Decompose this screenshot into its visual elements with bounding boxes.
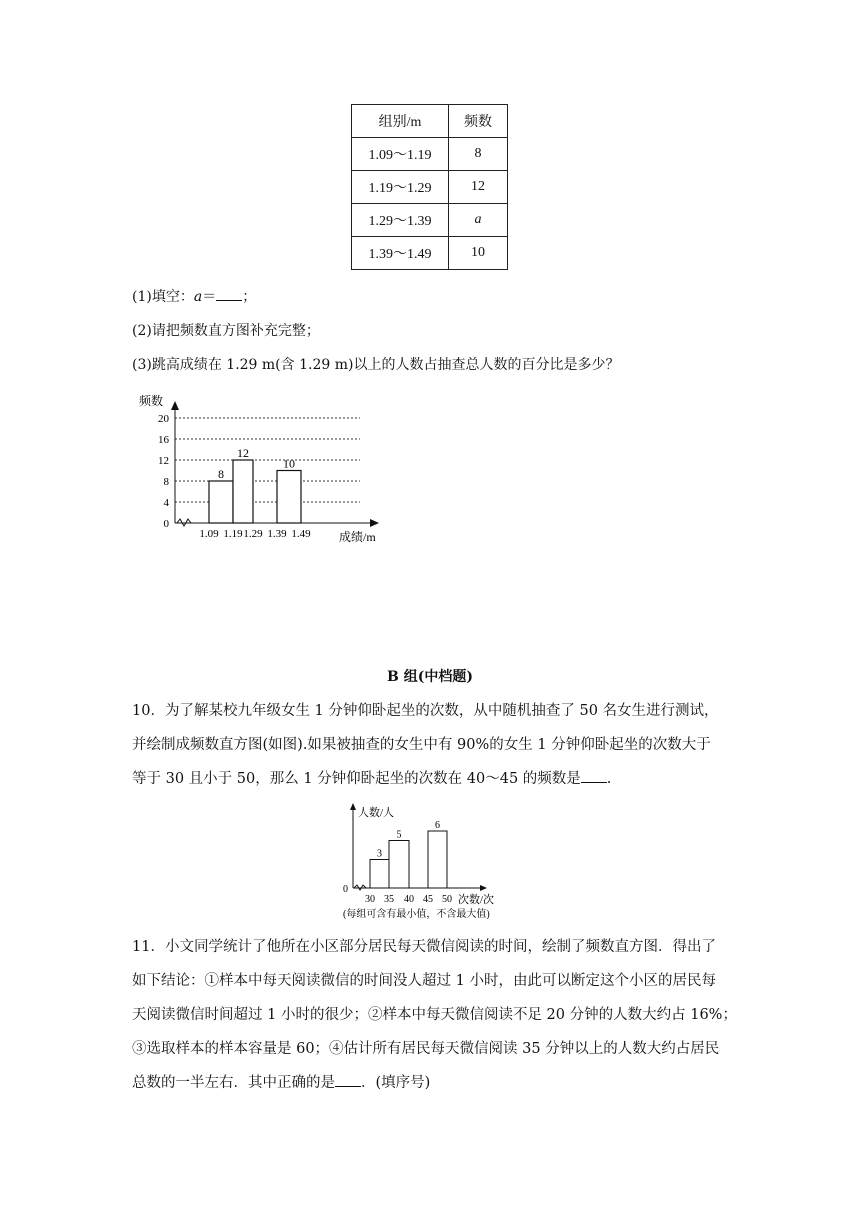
table-cell: 1.19～1.29: [352, 171, 449, 204]
q1-prefix: (1)填空：: [132, 289, 194, 305]
q10-line-2: 并绘制成频数直方图(如图).如果被抽查的女生中有 90%的女生 1 分钟仰卧起坐的次数大于: [132, 737, 711, 753]
x-axis-arrow: [480, 885, 487, 891]
q1-variable: a: [193, 289, 203, 305]
x-tick-label: 45: [423, 894, 433, 905]
table-row: [352, 171, 508, 204]
table-cell: 10: [449, 237, 508, 270]
x-tick-label: 1.09: [199, 528, 219, 540]
frequency-table: [351, 104, 508, 270]
question-11: [132, 930, 737, 1100]
histogram-bar: [389, 841, 409, 889]
table-row: [352, 138, 508, 171]
table-cell: 1.09～1.19: [352, 138, 449, 171]
q11-line-4: ③选取样本的样本容量是 60；④估计所有居民每天微信阅读 35 分钟以上的人数大约占居民: [132, 1041, 720, 1057]
x-axis-label: 次数/次: [458, 894, 495, 906]
x-axis-arrow: [370, 519, 379, 527]
x-tick-label: 1.29: [243, 528, 263, 540]
x-tick-label: 1.49: [291, 528, 311, 540]
q11-line-5-text: 总数的一半左右．其中正确的是: [132, 1075, 335, 1091]
q10-line-1: 10．为了解某校九年级女生 1 分钟仰卧起坐的次数，从中随机抽查了 50 名女生进行测试，: [132, 703, 719, 719]
chart-note: (每组可含有最小值，不含最大值): [343, 909, 490, 920]
bar-data-label: 10: [283, 456, 295, 471]
question-2: (2)请把频数直方图补充完整；: [132, 323, 320, 339]
histogram-bar: [209, 481, 233, 523]
table-cell: 1.29～1.39: [352, 204, 449, 237]
question-3: (3)跳高成绩在 1.29 m(含 1.29 m)以上的人数占抽查总人数的百分比是多少？: [132, 357, 620, 373]
q11-line-5: [132, 1066, 737, 1100]
q10-line-3-end: .: [606, 771, 612, 787]
answer-blank[interactable]: [581, 768, 607, 783]
table-cell: 1.39～1.49: [352, 237, 449, 270]
q11-line-5-end: ．(填序号): [361, 1075, 431, 1091]
histogram-bar: [233, 460, 253, 523]
table-header-cell: 组别/m: [352, 105, 449, 138]
question-10: [132, 694, 719, 796]
x-axis-label: 成绩/m: [339, 530, 376, 544]
x-tick-label: 1.19: [223, 528, 243, 540]
x-tick-label: 1.39: [267, 528, 287, 540]
x-tick-label: 40: [404, 894, 414, 905]
q1-end: ；: [242, 289, 257, 305]
question-1: [132, 286, 256, 307]
bar-data-label: 5: [396, 829, 402, 841]
table-header-row: [352, 105, 508, 138]
table-cell: 8: [449, 138, 508, 171]
bar-data-label: 8: [218, 467, 224, 481]
x-tick-label: 30: [365, 894, 375, 905]
histogram-bar: [370, 860, 389, 889]
q10-line-3: [132, 762, 719, 796]
answer-blank[interactable]: [216, 286, 242, 301]
table-row: [352, 237, 508, 270]
y-axis-arrow: [350, 803, 356, 810]
q11-line-1: 11．小文同学统计了他所在小区部分居民每天微信阅读的时间，绘制了频数直方图．得出了: [132, 939, 716, 955]
y-axis-label: 频数: [139, 394, 164, 408]
q11-line-2: 如下结论：①样本中每天阅读微信的时间没人超过 1 小时，由此可以断定这个小区的居民每: [132, 973, 716, 989]
bar-data-label: 12: [237, 446, 249, 460]
bar-data-label: 6: [435, 820, 440, 831]
y-tick-label: 20: [158, 413, 169, 425]
section-title: B 组(中档题): [387, 669, 473, 685]
y-tick-label: 0: [163, 518, 169, 530]
bar-data-label: 3: [377, 848, 382, 860]
y-tick-label: 12: [158, 455, 169, 467]
y-tick-label: 16: [158, 434, 169, 446]
q1-equals: ＝: [202, 289, 217, 305]
histogram-situps: [336, 798, 526, 928]
origin-label: 0: [343, 884, 348, 895]
histogram-bar: [277, 471, 301, 524]
x-tick-label: 35: [384, 894, 394, 905]
table-header-cell: 频数: [449, 105, 508, 138]
y-tick-label: 8: [163, 476, 169, 488]
answer-blank[interactable]: [335, 1072, 361, 1087]
y-axis-arrow: [171, 401, 179, 410]
x-tick-label: 50: [442, 894, 452, 905]
table-cell: a: [449, 204, 508, 237]
y-axis-label: 人数/人: [358, 807, 395, 819]
q11-line-3: 天阅读微信时间超过 1 小时的很少；②样本中每天微信阅读不足 20 分钟的人数大约占 16%；: [132, 1007, 737, 1023]
table-row: [352, 204, 508, 237]
y-tick-label: 4: [163, 497, 169, 509]
table-cell: 12: [449, 171, 508, 204]
histogram-jump-height: [125, 388, 395, 548]
histogram-bar: [428, 831, 447, 888]
q10-line-3-text: 等于 30 且小于 50，那么 1 分钟仰卧起坐的次数在 40～45 的频数是: [132, 771, 581, 787]
